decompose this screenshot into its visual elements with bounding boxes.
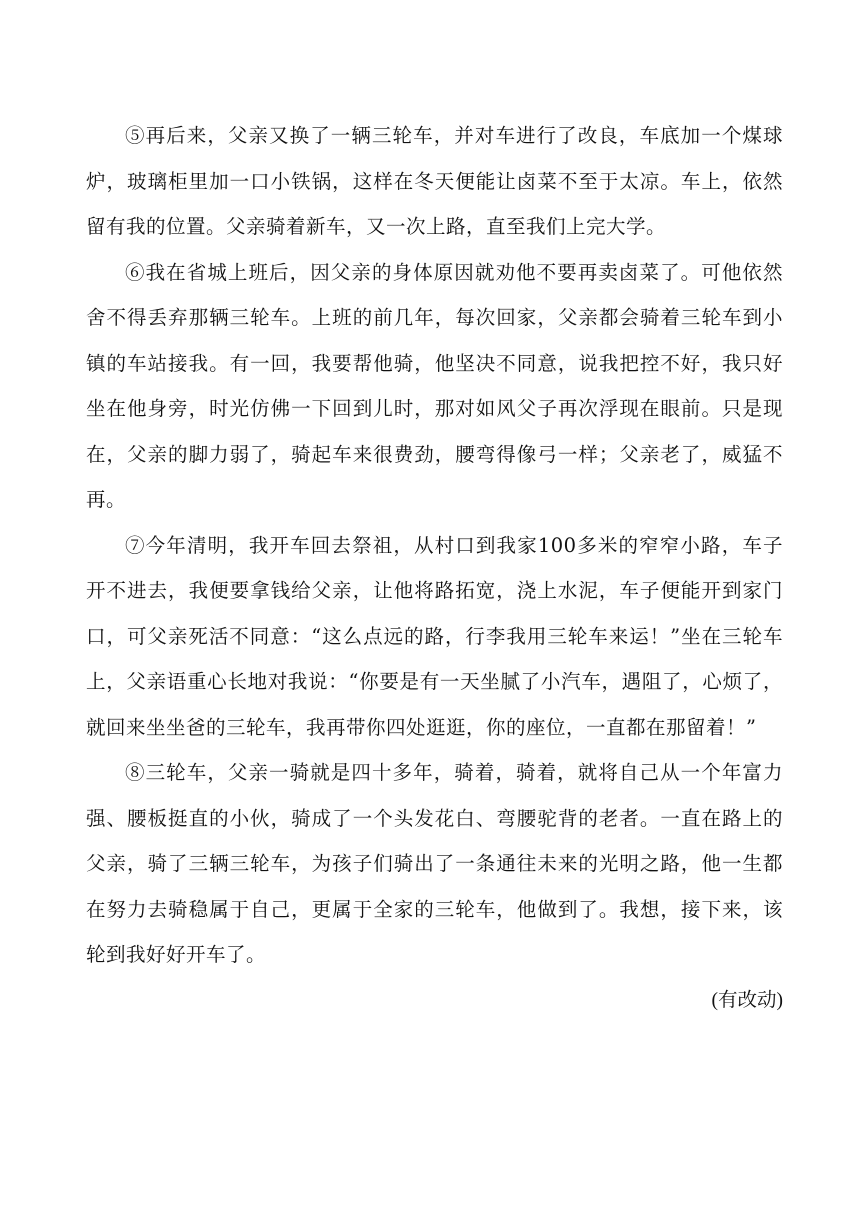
article-body (86, 113, 783, 1023)
paragraph-8: ⑧三轮车，父亲一骑就是四十多年，骑着，骑着，就将自己从一个年富力强、腰板挺直的小伙，骑成了一个头发花白、弯腰驼背的老者。一直在路上的父亲，骑了三辆三轮车，为孩子们骑出了一条通往未来的光明之路，他一生都在努力去骑稳属于自己，更属于全家的三轮车，他做到了。我想，接下来，该轮到我好好开车了。 (86, 761, 783, 966)
paragraph-5: ⑤再后来，父亲又换了一辆三轮车，并对车进行了改良，车底加一个煤球炉，玻璃柜里加一口小铁锅，这样在冬天便能让卤菜不至于太凉。车上，依然留有我的位置。父亲骑着新车，又一次上路，直至我们上完大学。 (86, 124, 783, 238)
paragraph-7: ⑦今年清明，我开车回去祭祖，从村口到我家100多米的窄窄小路，车子开不进去，我便要拿钱给父亲，让他将路拓宽，浇上水泥，车子便能开到家门口，可父亲死活不同意：“这么点远的路，行李我用三轮车来运！”坐在三轮车上，父亲语重心长地对我说：“你要是有一天坐腻了小汽车，遇阻了，心烦了，就回来坐坐爸的三轮车，我再带你四处逛逛，你的座位，一直都在那留着！” (86, 533, 783, 739)
adaptation-note: (有改动) (711, 989, 783, 1011)
paragraph-6: ⑥我在省城上班后，因父亲的身体原因就劝他不要再卖卤菜了。可他依然舍不得丢弃那辆三轮车。上班的前几年，每次回家，父亲都会骑着三轮车到小镇的车站接我。有一回，我要帮他骑，他坚决不同意，说我把控不好，我只好坐在他身旁，时光仿佛一下回到儿时，那对如风父子再次浮现在眼前。只是现在，父亲的脚力弱了，骑起车来很费劲，腰弯得像弓一样；父亲老了，威猛不再。 (86, 260, 783, 511)
